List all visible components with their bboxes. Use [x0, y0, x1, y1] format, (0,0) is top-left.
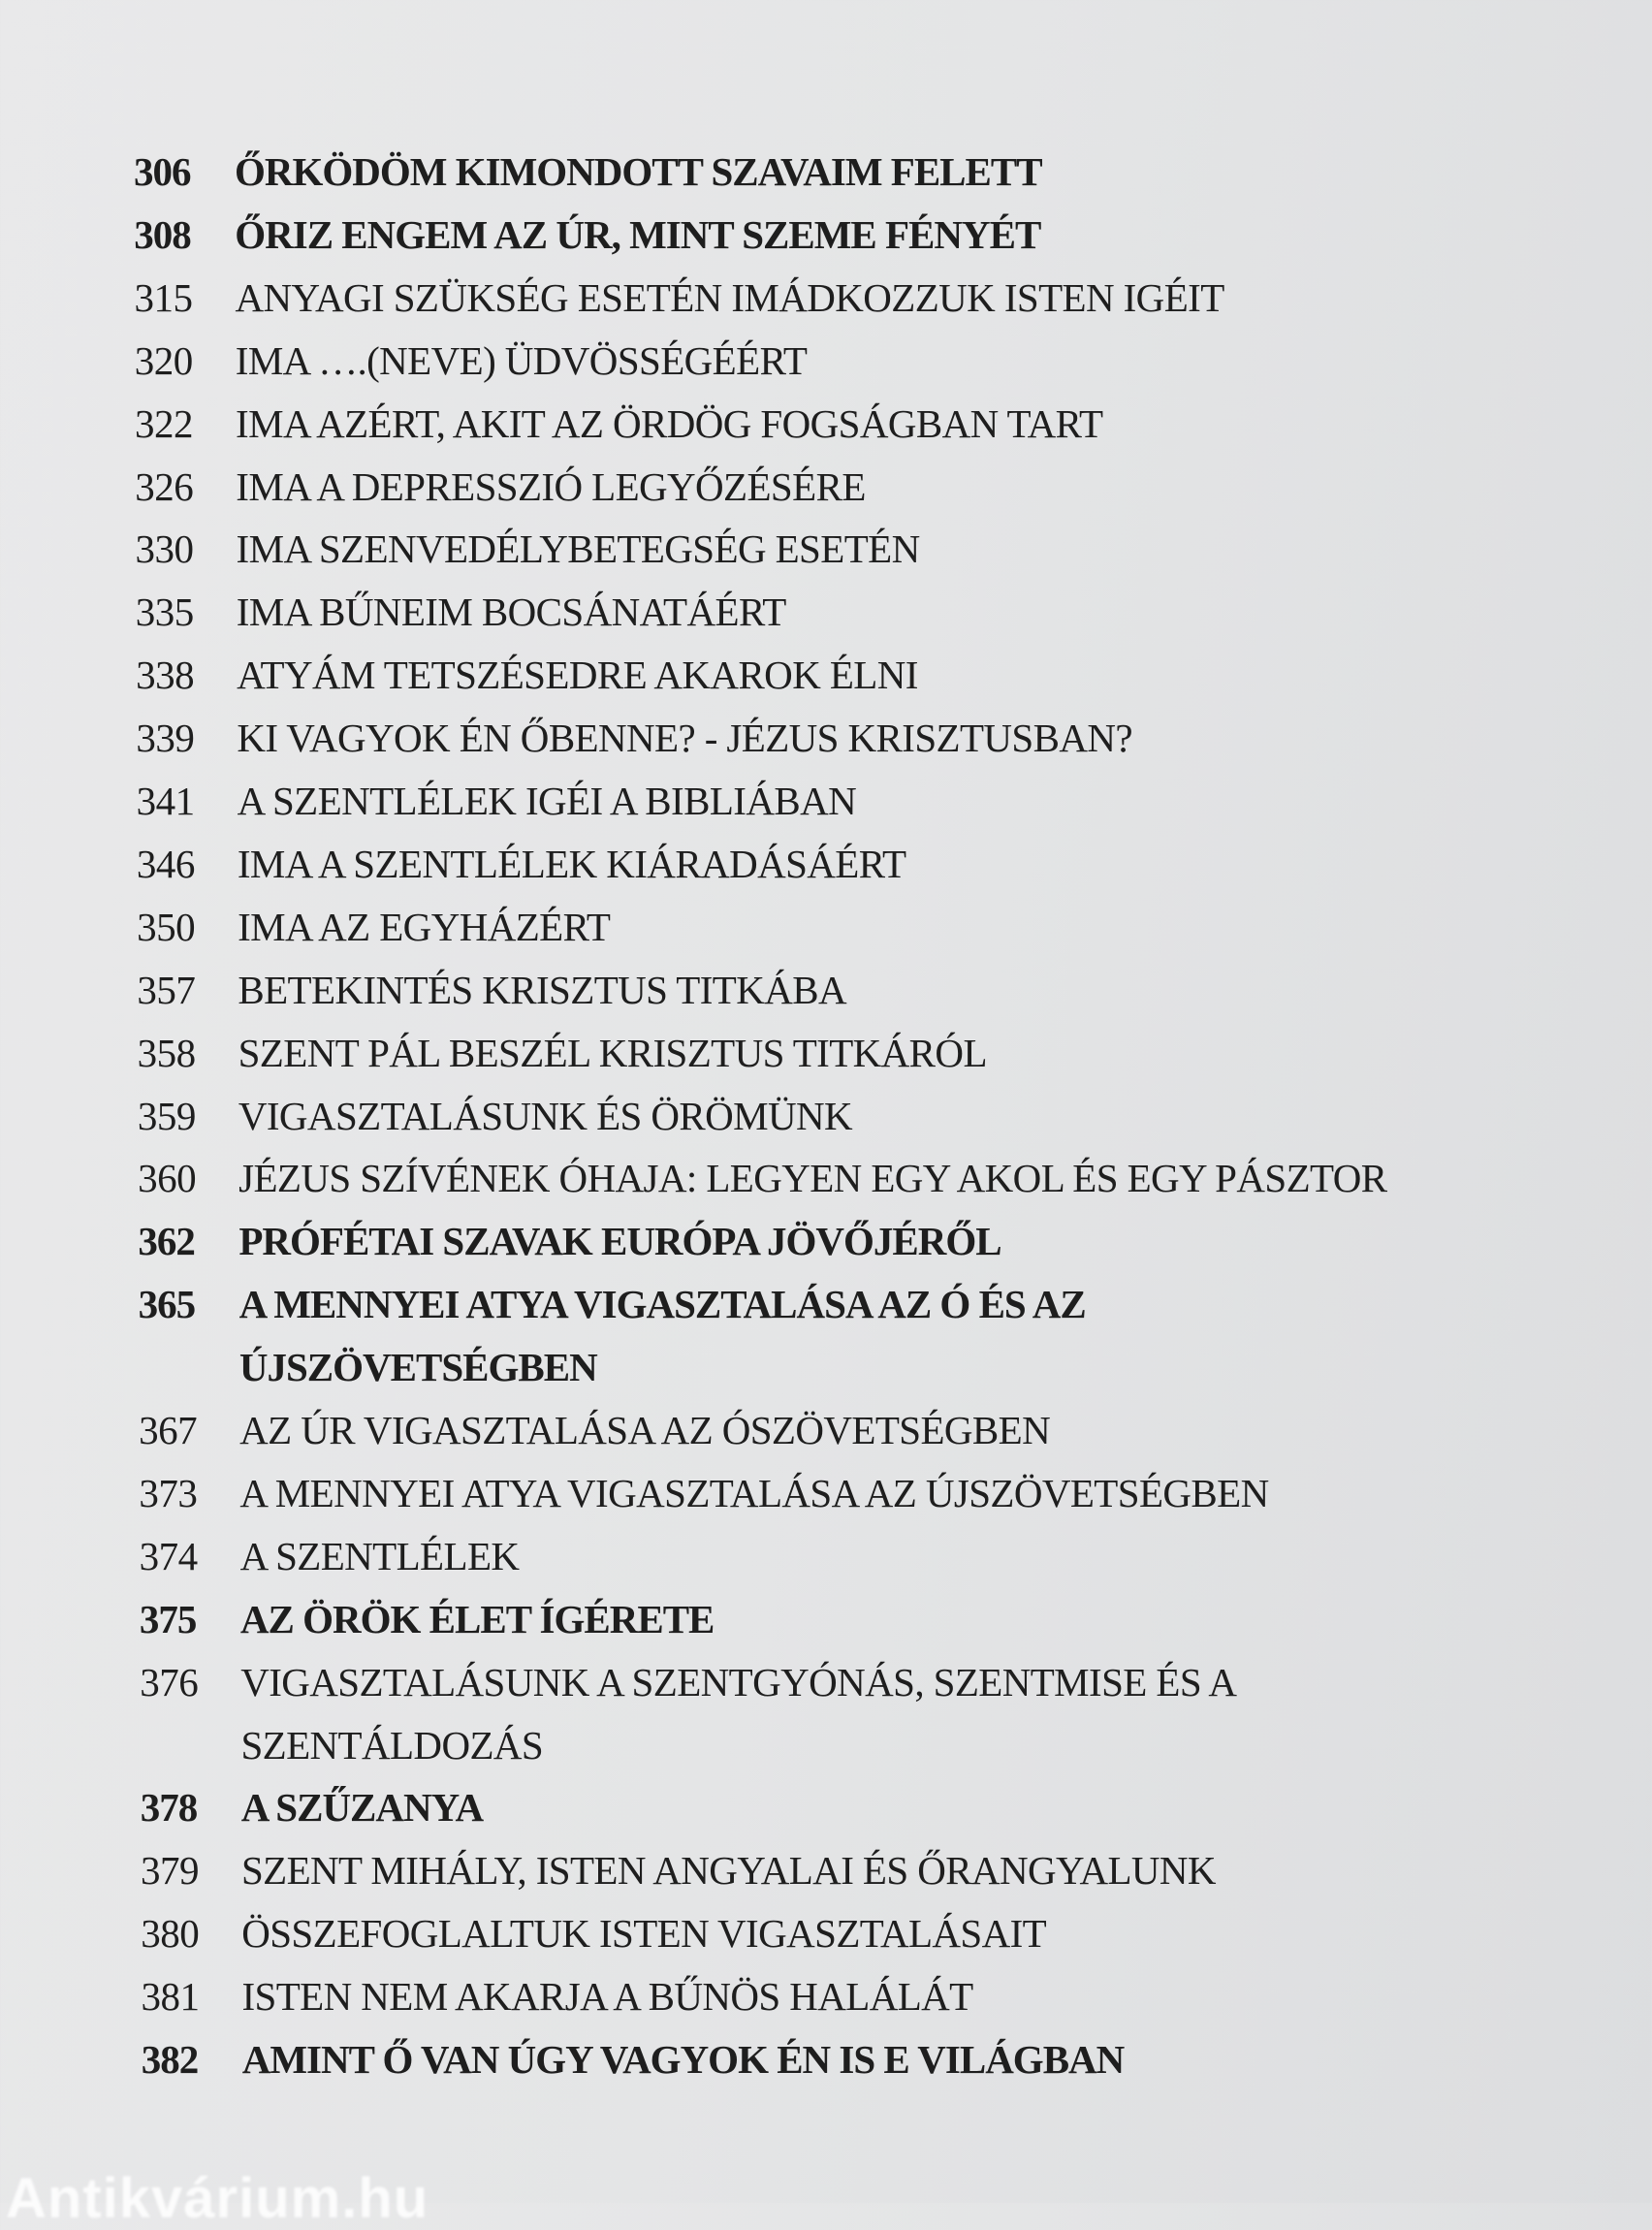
toc-entry	[138, 1149, 1543, 1207]
toc-title: AMINT Ő VAN ÚGY VAGYOK ÉN IS E VILÁGBAN	[241, 2037, 1125, 2082]
toc-title: VIGASZTALÁSUNK A SZENTGYÓNÁS, SZENTMISE ÉS A	[240, 1659, 1237, 1704]
toc-entry	[139, 1338, 1544, 1396]
toc-entry	[139, 1401, 1544, 1459]
toc-page-number: 341	[136, 779, 195, 823]
toc-title: PRÓFÉTAI SZAVAK EURÓPA JÖVŐJÉRŐL	[238, 1219, 1001, 1264]
toc-entry	[135, 269, 1541, 327]
toc-entry	[136, 646, 1541, 704]
toc-entry	[141, 1778, 1546, 1836]
toc-entry	[141, 1841, 1546, 1899]
toc-title: VIGASZTALÁSUNK ÉS ÖRÖMÜNK	[238, 1093, 853, 1138]
toc-title: ATYÁM TETSZÉSEDRE AKAROK ÉLNI	[237, 653, 918, 698]
toc-page-number: 338	[136, 653, 195, 698]
toc-page-number: 357	[137, 967, 196, 1012]
toc-page-number: 359	[137, 1093, 196, 1138]
toc-page-number: 322	[135, 400, 194, 446]
toc-title: IMA SZENVEDÉLYBETEGSÉG ESETÉN	[236, 526, 920, 572]
toc-title: A SZENTLÉLEK	[239, 1533, 520, 1578]
toc-entry	[139, 1464, 1544, 1522]
toc-page-number: 308	[134, 211, 191, 257]
toc-entry	[142, 2030, 1547, 2088]
toc-title-continuation: SZENTÁLDOZÁS	[240, 1722, 544, 1768]
toc-entry	[139, 1275, 1544, 1333]
toc-title: IMA A DEPRESSZIÓ LEGYŐZÉSÉRE	[236, 463, 866, 509]
toc-title: ŐRIZ ENGEM AZ ÚR, MINT SZEME FÉNYÉT	[235, 211, 1041, 257]
toc-entry	[137, 772, 1542, 830]
toc-entry	[137, 835, 1542, 893]
toc-title: JÉZUS SZÍVÉNEK ÓHAJA: LEGYEN EGY AKOL ÉS EGY PÁSZTOR	[238, 1156, 1387, 1201]
toc-entry	[136, 709, 1541, 767]
toc-page-number: 381	[141, 1974, 200, 2020]
toc-title: A MENNYEI ATYA VIGASZTALÁSA AZ Ó ÉS AZ	[238, 1282, 1086, 1327]
toc-page-number: 380	[141, 1911, 200, 1957]
toc-entry	[136, 583, 1541, 641]
toc-entry	[135, 332, 1541, 390]
toc-page-number: 367	[139, 1408, 198, 1452]
toc-title: ISTEN NEM AKARJA A BŰNÖS HALÁLÁT	[241, 1974, 973, 2020]
toc-page-number: 330	[135, 526, 194, 572]
toc-page-number: 358	[137, 1030, 196, 1075]
toc-page-number: 379	[140, 1848, 199, 1894]
toc-page-number: 378	[140, 1785, 198, 1831]
toc-title: ÖSSZEFOGLALTUK ISTEN VIGASZTALÁSAIT	[241, 1911, 1047, 1957]
toc-entry	[140, 1590, 1545, 1648]
toc-entry	[138, 1024, 1543, 1082]
toc-entry	[141, 1904, 1546, 1962]
toc-page-number: 320	[134, 337, 193, 383]
toc-page-number: 346	[136, 841, 195, 886]
toc-title: IMA ….(NEVE) ÜDVÖSSÉGÉÉRT	[235, 337, 808, 383]
toc-entry	[135, 395, 1541, 453]
toc-title: IMA AZ EGYHÁZÉRT	[238, 904, 611, 949]
toc-title: BETEKINTÉS KRISZTUS TITKÁBA	[238, 967, 846, 1012]
toc-title: A SZŰZANYA	[240, 1785, 484, 1831]
toc-title: IMA AZÉRT, AKIT AZ ÖRDÖG FOGSÁGBAN TART	[236, 400, 1103, 446]
toc-entry	[135, 458, 1541, 516]
toc-entry	[137, 898, 1542, 956]
toc-page-number: 350	[137, 904, 196, 949]
toc-page-number: 326	[135, 463, 194, 509]
toc-entry	[136, 520, 1541, 578]
toc-page-number: 365	[138, 1282, 196, 1327]
toc-page-number: 382	[141, 2037, 199, 2082]
toc-page-number: 373	[139, 1470, 198, 1515]
toc-page-number: 315	[134, 274, 193, 320]
toc-page-number: 306	[134, 149, 191, 194]
toc-title-continuation: ÚJSZÖVETSÉGBEN	[238, 1345, 597, 1390]
toc-entry	[134, 206, 1540, 264]
toc-title: A SZENTLÉLEK IGÉI A BIBLIÁBAN	[237, 779, 857, 823]
toc-title: ANYAGI SZÜKSÉG ESETÉN IMÁDKOZZUK ISTEN IGÉIT	[235, 274, 1224, 320]
toc-entry	[138, 1087, 1543, 1145]
toc-title: IMA BŰNEIM BOCSÁNATÁÉRT	[236, 589, 786, 635]
toc-title: KI VAGYOK ÉN ŐBENNE? - JÉZUS KRISZTUSBAN?	[237, 716, 1132, 761]
toc-page-number: 362	[138, 1219, 195, 1264]
toc-entry	[141, 1967, 1546, 2025]
toc-page-number: 374	[139, 1533, 198, 1578]
toc-entry	[140, 1653, 1545, 1711]
toc-title: AZ ÚR VIGASZTALÁSA AZ ÓSZÖVETSÉGBEN	[239, 1408, 1051, 1452]
toc-page-number: 375	[139, 1596, 197, 1641]
toc-page-number: 339	[136, 716, 195, 761]
toc-page-number: 376	[140, 1659, 199, 1704]
toc-title: SZENT MIHÁLY, ISTEN ANGYALAI ÉS ŐRANGYALUNK	[240, 1848, 1216, 1894]
toc-title: IMA A SZENTLÉLEK KIÁRADÁSÁÉRT	[237, 841, 906, 886]
toc-title: A MENNYEI ATYA VIGASZTALÁSA AZ ÚJSZÖVETSÉGBEN	[239, 1470, 1269, 1515]
watermark: Antikvárium.hu	[6, 2167, 429, 2230]
toc-title: ŐRKÖDÖM KIMONDOTT SZAVAIM FELETT	[235, 149, 1042, 194]
toc-page-number: 360	[138, 1156, 197, 1201]
toc-entry	[140, 1716, 1545, 1774]
toc-entry	[140, 1527, 1545, 1585]
toc-entry	[137, 961, 1542, 1019]
toc-title: SZENT PÁL BESZÉL KRISZTUS TITKÁRÓL	[238, 1030, 987, 1075]
toc-page-number: 335	[135, 589, 194, 635]
toc-entry	[138, 1212, 1543, 1270]
toc-title: AZ ÖRÖK ÉLET ÍGÉRETE	[239, 1596, 715, 1641]
toc-entry	[134, 143, 1540, 201]
